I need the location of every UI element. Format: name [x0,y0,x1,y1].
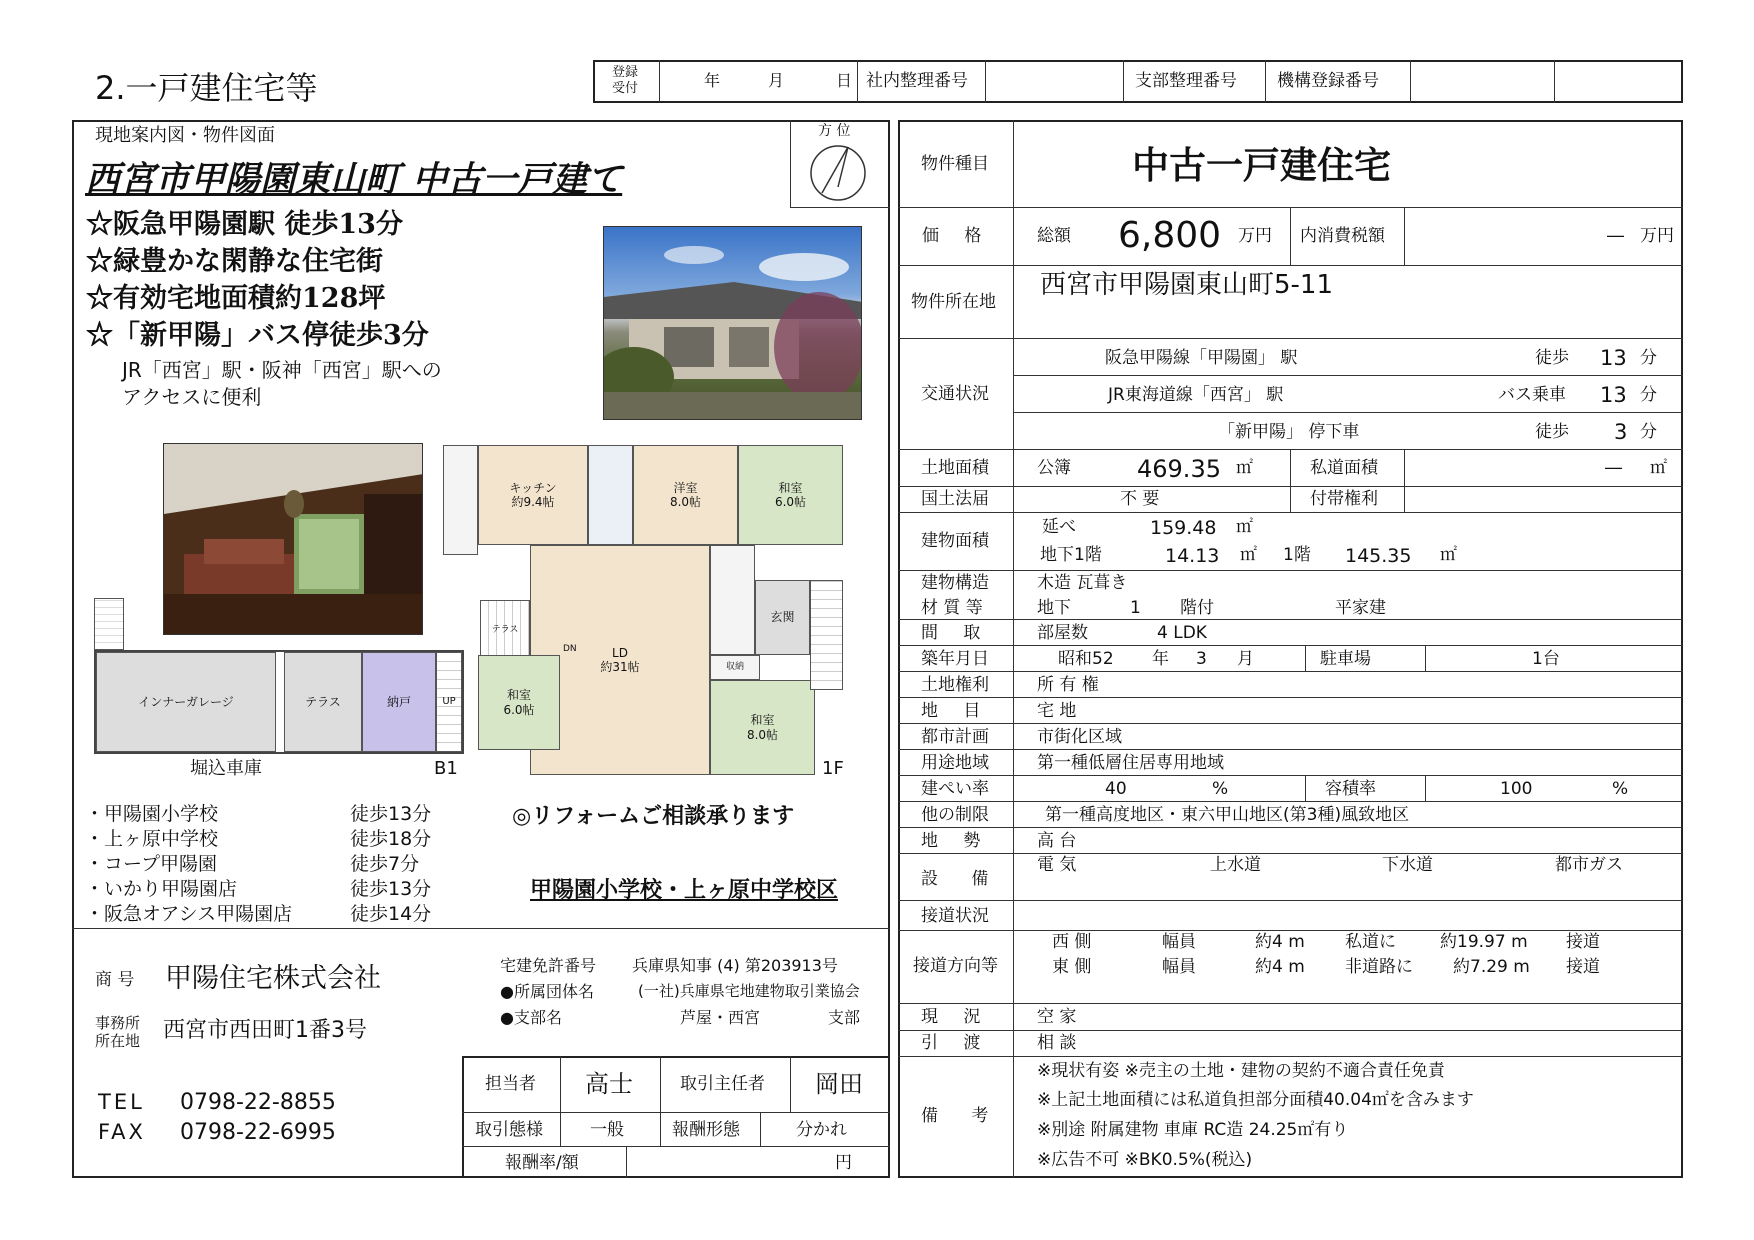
type-label: 物件種目 [921,154,989,174]
b1-caption: B1 [434,758,458,779]
org-no-label: 機構登録番号 [1277,71,1379,91]
structure-label: 建物構造 [921,573,989,593]
nearby-3-name: ・コープ甲陽園 [85,853,218,875]
fax-number: 0798-22-6995 [180,1120,336,1145]
transport-3-unit: 分 [1640,422,1657,442]
hiraya: 平家建 [1335,598,1386,618]
land-label: 土地面積 [921,458,989,478]
nando-label: 納戸 [386,694,411,709]
land-right-label: 土地権利 [921,675,989,695]
dn-label: DN [563,644,577,654]
road-2-width: 約4 m [1255,957,1305,977]
category: 宅 地 [1037,701,1077,721]
equip-label: 設 備 [921,869,1003,889]
zone-label: 用途地域 [921,753,989,773]
nearby-2-name: ・上ヶ原中学校 [85,828,219,850]
rooms-label: 部屋数 [1037,623,1088,643]
headline: 西宮市甲陽園東山町 中古一戸建て [85,159,623,200]
transport-2-unit: 分 [1640,385,1657,405]
transport-2-line: JR東海道線「西宮」 駅 [1108,385,1284,405]
layout-label: 間 取 [921,623,991,643]
category-label: 地 目 [921,701,991,721]
location-label: 物件所在地 [911,292,996,312]
bath-room [588,445,633,545]
fax-label: FAX [98,1120,146,1144]
layout-value: 4 LDK [1157,623,1207,643]
b1-area-label: 地下1階 [1040,545,1102,565]
equip-electric: 電 気 [1037,855,1077,875]
nearby-1-dist: 徒歩13分 [350,803,432,825]
private-road-unit: ㎡ [1650,458,1667,478]
road-1-contact: 接道 [1566,932,1600,952]
bcr-unit: % [1212,779,1229,799]
access-line-1: JR「西宮」駅・阪神「西宮」駅への [122,358,442,382]
japanese-room-3 [710,680,815,775]
company-no-label: 社内整理番号 [866,71,968,91]
japanese-3-size: 8.0帖 [746,727,779,742]
deal-label: 取引態様 [475,1120,543,1140]
garage-outline [94,598,124,650]
1f-terrace [480,600,530,660]
assoc-label: ●所属団体名 [500,982,594,1001]
1f-deck [810,580,843,690]
office-label: 事務所 所在地 [95,1014,141,1050]
company-name: 甲陽住宅株式会社 [165,963,381,994]
nearby-4-name: ・いかり甲陽園店 [85,878,238,900]
reg-day: 日 [836,71,853,90]
other-label: 他の制限 [921,805,989,825]
transport-3-min: 3 [1614,420,1628,444]
rate-unit: 円 [835,1153,852,1173]
nando-room [362,652,436,752]
tel-number: 0798-22-8855 [180,1090,336,1115]
storage-1 [710,655,760,680]
point-2: ☆緑豊かな閑静な住宅街 [86,246,383,277]
corridor [710,545,755,655]
nearby-2-dist: 徒歩18分 [350,828,432,850]
fee-label: 報酬形態 [672,1120,740,1140]
parking-label: 駐車場 [1320,649,1371,669]
equip-water: 上水道 [1210,855,1261,875]
built-month: 3 [1196,649,1207,669]
japanese-2-label: 和室 [506,688,531,703]
f1-area: 145.35 [1345,545,1412,567]
road-2-len: 約7.29 m [1453,957,1530,977]
point-3: ☆有効宅地面積約128坪 [86,283,386,314]
japanese-room-1 [738,445,843,545]
kitchen-size: 約9.4帖 [511,495,555,509]
company-label: 商 号 [95,970,135,990]
material-label: 材 質 等 [921,598,983,618]
remark-4: ※広告不可 ※BK0.5%(税込) [1037,1150,1253,1170]
deal-value: 一般 [590,1120,624,1140]
road-1-width: 約4 m [1255,932,1305,952]
branch-no-label: 支部整理番号 [1135,71,1237,91]
price-label: 価 格 [922,226,992,246]
japanese-room-2 [478,655,560,750]
branch-label: ●支部名 [500,1008,562,1027]
b1-area: 14.13 [1165,545,1220,567]
road-1-type: 私道に [1345,932,1396,952]
staff-label: 担当者 [485,1074,536,1094]
built-year-label: 年 [1152,649,1169,669]
land-right: 所 有 権 [1037,675,1099,695]
ld-size: 約31帖 [600,660,640,674]
access-line-2: アクセスに便利 [122,385,262,409]
reg-year: 年 [704,71,721,90]
structure-value: 木造 瓦葺き [1037,573,1128,593]
compass-icon [808,143,868,203]
assoc-name: (一社)兵庫県宅地建物取引業協会 [638,982,860,1000]
built-era: 昭和52 [1058,649,1114,669]
f1-area-unit: ㎡ [1440,545,1457,565]
road-dir-label: 接道方向等 [913,956,998,976]
manager-name: 岡田 [815,1070,863,1098]
equip-sewer: 下水道 [1382,855,1433,875]
fee-value: 分かれ [796,1120,847,1140]
rate-label: 報酬率/額 [505,1153,579,1173]
private-road-label: 私道面積 [1310,458,1378,478]
far-value: 100 [1500,779,1533,799]
entrance-room [755,580,810,655]
tax-label: 内消費税額 [1300,226,1385,246]
land-kind: 公簿 [1037,458,1071,478]
handover: 相 談 [1037,1033,1077,1053]
direction-label: 方 位 [818,123,851,139]
nearby-1-name: ・甲陽園小学校 [85,803,219,825]
japanese-2-size: 6.0帖 [503,702,535,717]
point-1: ☆阪急甲陽園駅 徒歩13分 [86,209,403,240]
road-status-label: 接道状況 [921,906,989,926]
road-1-width-label: 幅員 [1162,932,1196,952]
license-label: 宅建免許番号 [500,956,597,975]
transport-1-line: 阪急甲陽線「甲陽園」 駅 [1105,348,1298,368]
entrance-label: 玄関 [770,610,795,625]
law-label: 国土法届 [921,489,989,509]
tel-label: TEL [98,1090,145,1114]
handover-label: 引 渡 [921,1033,991,1053]
total-floor-unit: ㎡ [1236,517,1253,537]
basement-label: 地下 [1037,598,1071,618]
up-label: UP [442,696,456,707]
remarks-label: 備 考 [921,1106,1003,1126]
city-label: 都市計画 [921,727,989,747]
building-label: 建物面積 [921,531,989,551]
nearby-5-dist: 徒歩14分 [350,903,432,925]
point-4: ☆「新甲陽」バス停徒歩3分 [86,320,429,351]
b1-area-unit: ㎡ [1240,545,1257,565]
reform-note: ◎リフォームご相談承ります [512,803,795,829]
western-room [633,445,738,545]
office-address: 西宮市西田町1番3号 [163,1018,367,1043]
road-2-type: 非道路に [1345,957,1413,977]
garage-caption: 堀込車庫 [190,758,262,779]
school-district: 甲陽園小学校・上ヶ原中学校区 [530,878,839,903]
built-label: 築年月日 [921,649,989,669]
bcr-value: 40 [1105,779,1127,799]
terrace-room [284,652,362,752]
road-1-len: 約19.97 m [1440,932,1528,952]
transport-label: 交通状況 [921,384,989,404]
branch-suffix: 支部 [828,1008,861,1027]
western-size: 8.0帖 [669,495,702,509]
remark-1: ※現状有姿 ※売主の土地・建物の契約不適合責任免責 [1037,1061,1445,1081]
manager-label: 取引主任者 [680,1074,765,1094]
japanese-1-size: 6.0帖 [774,495,807,509]
remark-3: ※別途 附属建物 車庫 RC造 24.25㎡有り [1037,1120,1349,1140]
city: 市街化区域 [1037,727,1122,747]
transport-1-unit: 分 [1640,348,1657,368]
page-title: 2.一戸建住宅等 [95,69,318,107]
japanese-3-label: 和室 [750,713,775,728]
terrain-label: 地 勢 [921,831,991,851]
private-road-value: ― [1605,458,1622,478]
remark-2: ※上記土地面積には私道負担部分面積40.04㎡を含みます [1037,1090,1474,1110]
floor-suffix: 階付 [1180,598,1214,618]
parking-value: 1台 [1532,649,1560,669]
western-label: 洋室 [673,480,698,495]
tax-unit: 万円 [1640,226,1674,246]
f1-area-label: 1階 [1283,545,1311,565]
japanese-1-label: 和室 [778,480,803,495]
transport-3-mode: 徒歩 [1535,422,1569,442]
total-unit: 万円 [1238,226,1272,246]
road-2-contact: 接道 [1566,957,1600,977]
transport-2-mode: バス乗車 [1498,385,1566,405]
road-2-side: 東 側 [1052,957,1092,977]
transport-1-mode: 徒歩 [1535,348,1569,368]
kitchen-label: キッチン [509,480,557,495]
1f-left-corridor [443,445,478,555]
branch-name: 芦屋・西宮 [680,1008,761,1027]
status-label: 現 況 [921,1007,991,1027]
nearby-5-name: ・阪急オアシス甲陽園店 [85,903,293,925]
road-1-side: 西 側 [1052,932,1092,952]
basement-count: 1 [1130,598,1141,618]
transport-3-line: 「新甲陽」 停下車 [1218,422,1360,442]
far-label: 容積率 [1325,779,1376,799]
total-floor-label: 延べ [1042,517,1076,537]
transport-1-min: 13 [1600,346,1627,370]
total-price: 6,800 [1118,215,1222,256]
reg-label: 登録 受付 [612,65,639,96]
property-type: 中古一戸建住宅 [1132,144,1391,187]
ld-label: LD [612,645,628,660]
equip-gas: 都市ガス [1555,855,1623,875]
1f-caption: 1F [822,758,844,779]
land-unit: ㎡ [1236,458,1253,478]
other-restrictions: 第一種高度地区・東六甲山地区(第3種)風致地区 [1045,805,1410,825]
inner-garage-room [96,652,276,752]
nearby-3-dist: 徒歩7分 [350,853,420,875]
road-2-width-label: 幅員 [1162,957,1196,977]
transport-2-min: 13 [1600,383,1627,407]
bcr-label: 建ぺい率 [921,779,989,799]
status: 空 家 [1037,1007,1077,1027]
interior-photo [163,443,423,635]
terrace-label: テラス [305,694,341,709]
location: 西宮市甲陽園東山町5-11 [1040,270,1334,300]
map-label: 現地案内図・物件図面 [95,125,275,146]
license-number: 兵庫県知事 (4) 第203913号 [632,956,838,975]
total-floor-area: 159.48 [1150,517,1217,539]
1f-terrace-label: テラス [491,624,519,635]
law-value: 不 要 [1120,489,1160,509]
zone: 第一種低層住居専用地域 [1037,753,1224,773]
total-label: 総額 [1037,226,1071,246]
inner-garage-label: インナーガレージ [138,694,234,709]
far-unit: % [1612,779,1629,799]
reg-month: 月 [768,71,785,90]
storage-label: 収納 [725,662,744,673]
land-area: 469.35 [1137,455,1221,483]
tax-value: ― [1607,226,1624,246]
terrain: 高 台 [1037,831,1077,851]
nearby-4-dist: 徒歩13分 [350,878,432,900]
staff-name: 高士 [585,1070,633,1098]
exterior-photo [603,226,862,420]
kitchen-room [478,445,588,545]
attached-label: 付帯権利 [1310,489,1378,509]
built-month-label: 月 [1237,649,1254,669]
